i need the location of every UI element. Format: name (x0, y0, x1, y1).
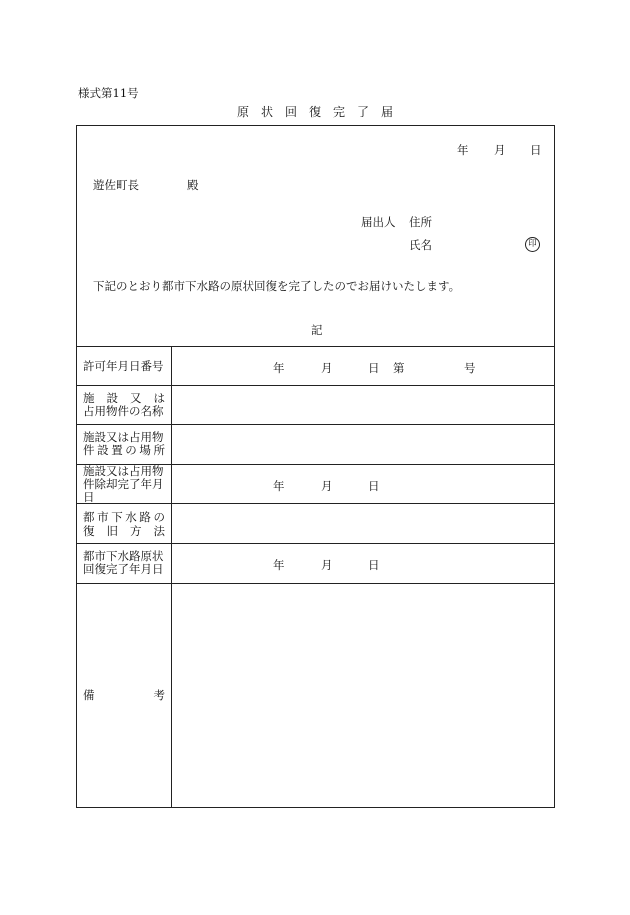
permit-year: 年 (273, 361, 285, 375)
address-label: 住所 (409, 215, 432, 229)
restore-complete-label-line2: 回復完了年月日 (83, 562, 164, 576)
form-table (76, 125, 555, 808)
row-divider (77, 424, 554, 425)
removal-day: 日 (368, 479, 380, 493)
honorific: 殿 (187, 178, 199, 192)
facility-location-label-line2: 件 設 置 の 場 所 (83, 443, 165, 457)
date-day-label: 日 (530, 143, 542, 157)
restore-complete-label-line1: 都市下水路原状 (83, 549, 164, 563)
permit-month: 月 (321, 361, 333, 375)
facility-name-label-line2: 占用物件の名称 (83, 404, 164, 418)
restore-method-label-line2: 復 旧 方 法 (83, 524, 165, 538)
restore-year: 年 (273, 558, 285, 572)
date-month-label: 月 (494, 143, 506, 157)
facility-location-label-line1: 施設又は占用物 (83, 430, 164, 444)
seal-mark: 印 (525, 237, 540, 252)
restore-method-label-line1: 都 市 下 水 路 の (83, 510, 165, 524)
permit-go: 号 (464, 361, 476, 375)
form-number: 様式第11号 (78, 86, 139, 100)
applicant-label: 届出人 (361, 215, 396, 229)
removal-label-line1: 施設又は占用物 (83, 464, 164, 478)
removal-label-line3: 日 (83, 490, 95, 504)
row-divider (77, 385, 554, 386)
addressee: 遊佐町長 (93, 178, 139, 192)
removal-year: 年 (273, 479, 285, 493)
permit-label: 許可年月日番号 (83, 359, 164, 373)
document-title: 原 状 回 復 完 了 届 (236, 105, 393, 119)
restore-month: 月 (321, 558, 333, 572)
date-year-label: 年 (457, 143, 469, 157)
facility-name-label-line1: 施 設 又 は (83, 391, 165, 405)
name-label: 氏名 (409, 238, 432, 252)
row-divider (77, 543, 554, 544)
remarks-label: 備 考 (83, 688, 165, 702)
removal-label-line2: 件除却完了年月 (83, 477, 164, 491)
permit-dai: 第 (393, 361, 405, 375)
statement-text: 下記のとおり都市下水路の原状回復を完了したのでお届けいたします。 (93, 279, 461, 293)
restore-day: 日 (368, 558, 380, 572)
row-divider (77, 346, 554, 347)
ki-heading: 記 (311, 323, 323, 337)
permit-day: 日 (368, 361, 380, 375)
removal-month: 月 (321, 479, 333, 493)
row-divider (77, 583, 554, 584)
column-divider (171, 346, 172, 807)
